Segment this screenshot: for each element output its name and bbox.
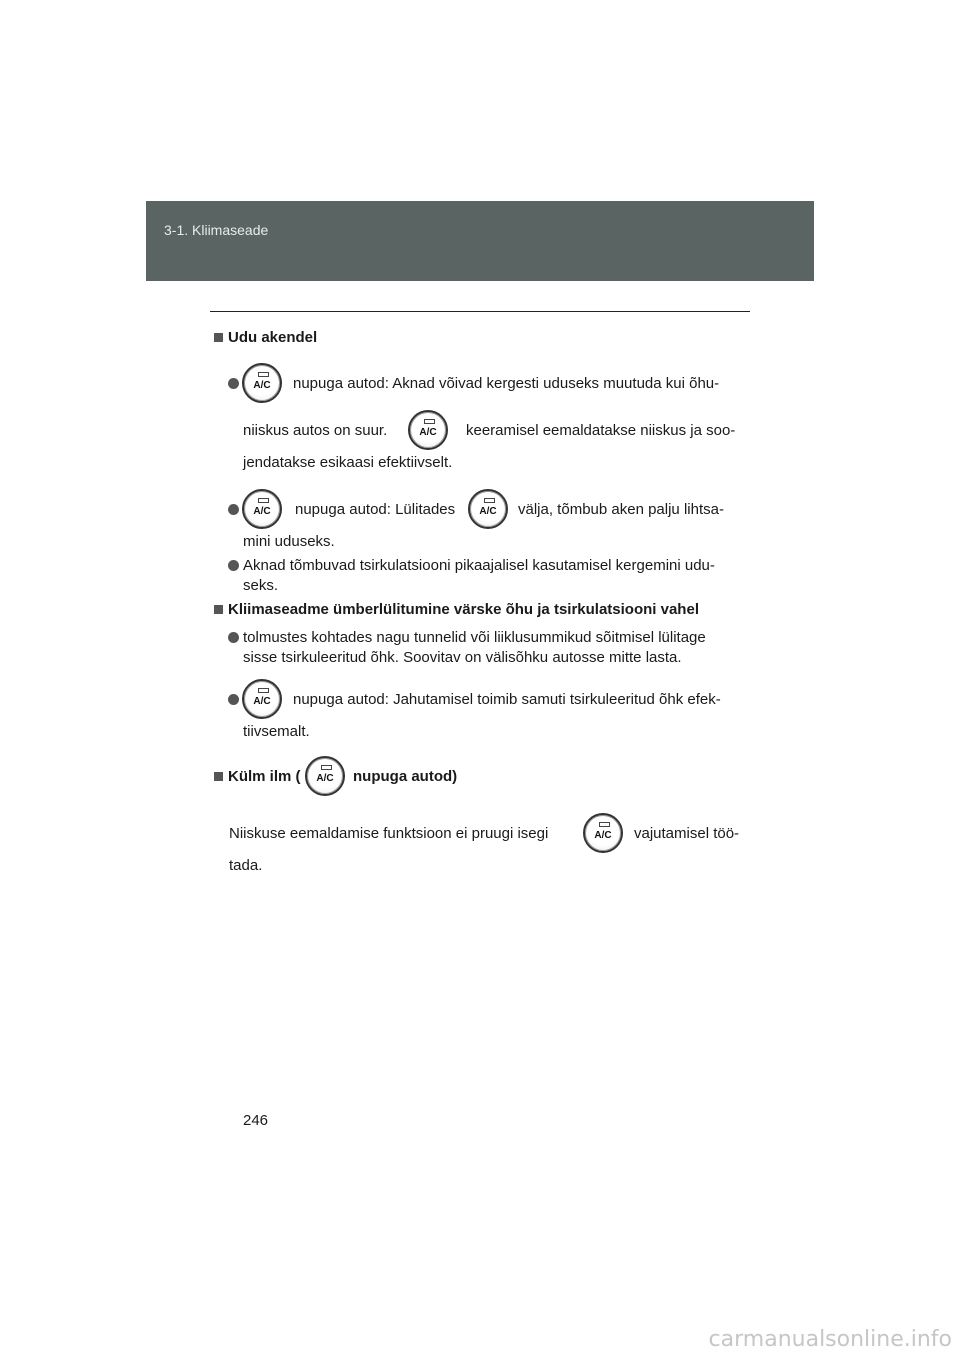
ac-button-icon: A/C — [583, 813, 623, 853]
fog-bullet1-line3: jendatakse esikaasi efektiivselt. — [243, 454, 453, 471]
section-header-bar — [146, 201, 814, 281]
ac-button-icon: A/C — [305, 756, 345, 796]
cold-para-line1b: vajutamisel töö- — [634, 825, 740, 842]
ac-button-icon: A/C — [242, 679, 282, 719]
top-rule — [210, 311, 750, 312]
heading-switch: Kliimaseadme ümberlülitumine värske õhu ja tsirkulatsiooni vahel — [228, 601, 699, 618]
fog-bullet2-line2: mini uduseks. — [243, 533, 335, 550]
cold-para-line2: tada. — [229, 857, 263, 874]
round-bullet-icon — [228, 632, 239, 643]
heading-fog: Udu akendel — [228, 329, 318, 346]
ac-button-icon: A/C — [468, 489, 508, 529]
fog-bullet3-line2: seks. — [243, 577, 279, 594]
section-title: 3-1. Kliimaseade — [164, 222, 269, 238]
fog-bullet1-line2b: keeramisel eemaldatakse niiskus ja soo- — [466, 422, 736, 439]
switch-bullet2-line2: tiivsemalt. — [243, 723, 310, 740]
page-number: 246 — [243, 1112, 269, 1129]
fog-bullet1-line2a: niiskus autos on suur. — [243, 422, 388, 439]
fog-bullet3-line1: Aknad tõmbuvad tsirkulatsiooni pikaajalisel kasutamisel kergemini udu- — [243, 557, 715, 574]
fog-bullet2-line1a: nupuga autod: Lülitades — [295, 501, 456, 518]
round-bullet-icon — [228, 378, 239, 389]
square-bullet-icon — [214, 333, 223, 342]
switch-bullet1-line1: tolmustes kohtades nagu tunnelid või liiklusummikud sõitmisel lülitage — [243, 629, 706, 646]
switch-bullet2-line1: nupuga autod: Jahutamisel toimib samuti tsirkuleeritud õhk efek- — [293, 691, 721, 708]
cold-para-line1a: Niiskuse eemaldamise funktsioon ei pruugi isegi — [229, 825, 549, 842]
round-bullet-icon — [228, 694, 239, 705]
ac-button-icon: A/C — [242, 363, 282, 403]
fog-bullet1-line1: nupuga autod: Aknad võivad kergesti uduseks muutuda kui õhu- — [293, 375, 720, 392]
square-bullet-icon — [214, 605, 223, 614]
ac-button-icon: A/C — [408, 410, 448, 450]
ac-button-icon: A/C — [242, 489, 282, 529]
square-bullet-icon — [214, 772, 223, 781]
heading-cold-a: Külm ilm ( — [228, 768, 301, 785]
fog-bullet2-line1b: välja, tõmbub aken palju lihtsa- — [518, 501, 724, 518]
heading-cold-b: nupuga autod) — [353, 768, 458, 785]
switch-bullet1-line2: sisse tsirkuleeritud õhk. Soovitav on välisõhku autosse mitte lasta. — [243, 649, 682, 666]
round-bullet-icon — [228, 560, 239, 571]
watermark: carmanualsonline.info — [708, 1327, 952, 1352]
round-bullet-icon — [228, 504, 239, 515]
